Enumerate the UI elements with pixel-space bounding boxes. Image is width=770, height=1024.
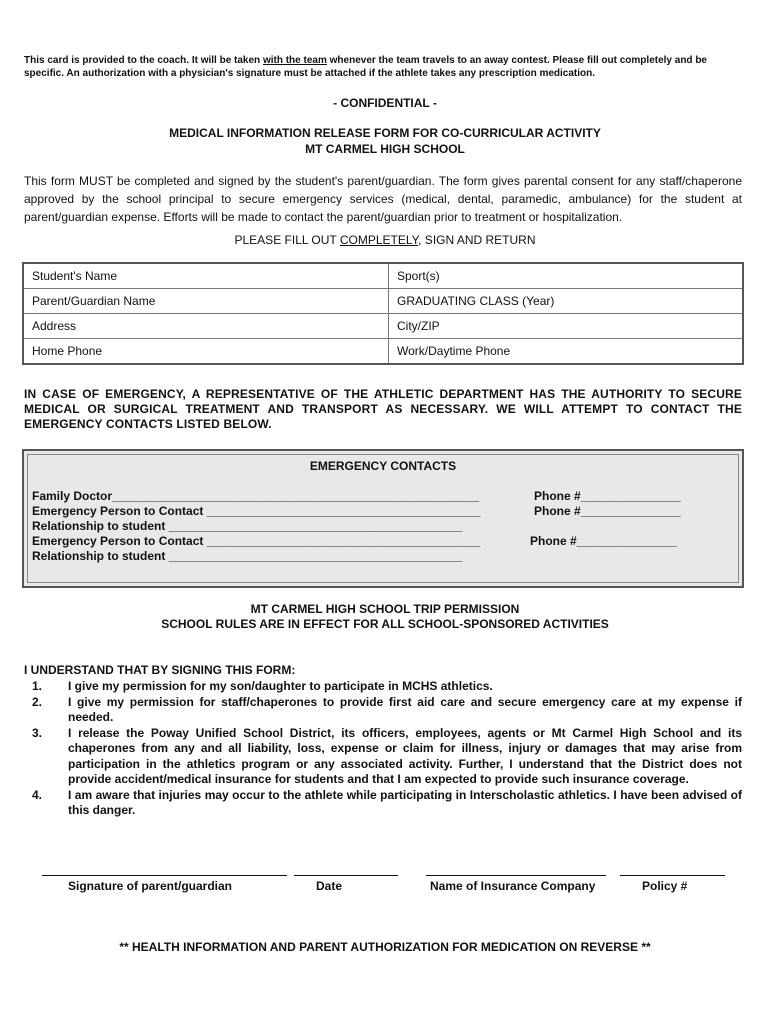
graduating-class-field[interactable]: GRADUATING CLASS (Year) [389, 289, 744, 314]
parent-name-field[interactable]: Parent/Guardian Name [23, 289, 389, 314]
emergency-contacts-box [22, 449, 744, 588]
doctor-phone-field[interactable]: Phone #_______________ [534, 489, 681, 503]
home-phone-field[interactable]: Home Phone [23, 339, 389, 365]
intro-paragraph: This form MUST be completed and signed by the student's parent/guardian. The form gives parental consent for any staff/chaperone approved by the school principal to secure emergency services (medical, dental, paramedic, ambulance) for the student at parent/guardian expense. Efforts will be made to contact the parent/guardian prior to treatment or hospitalization. [24, 174, 742, 224]
list-item: 4. I am aware that injuries may occur to the athlete while participating in Interscholastic athletics. I have been advised of this danger. [32, 787, 742, 817]
family-doctor-field[interactable]: Family Doctor_______________________________________________________ [32, 489, 480, 503]
reverse-side-footer: ** HEALTH INFORMATION AND PARENT AUTHORIZATION FOR MEDICATION ON REVERSE ** [119, 940, 651, 954]
fill-out-instruction: PLEASE FILL OUT COMPLETELY, SIGN AND RETURN [234, 233, 536, 247]
policy-number-label: Policy # [642, 879, 688, 893]
student-name-field[interactable]: Student's Name [23, 263, 389, 289]
confidential-heading: - CONFIDENTIAL - [333, 96, 437, 110]
work-phone-field[interactable]: Work/Daytime Phone [389, 339, 744, 365]
understand-heading: I UNDERSTAND THAT BY SIGNING THIS FORM: [24, 663, 296, 677]
insurance-company-line[interactable] [426, 875, 606, 877]
notice-underlined: with the team [262, 55, 327, 66]
notice-text-1: This card is provided to the coach. It will be taken [24, 55, 263, 66]
relationship-2-field[interactable]: Relationship to student ____________________________________________ [32, 549, 463, 563]
relationship-1-field[interactable]: Relationship to student ____________________________________________ [32, 519, 463, 533]
date-line[interactable] [294, 875, 398, 877]
sports-field[interactable]: Sport(s) [389, 263, 744, 289]
trip-permission-subtitle: SCHOOL RULES ARE IN EFFECT FOR ALL SCHOOL-SPONSORED ACTIVITIES [161, 617, 609, 631]
date-label: Date [316, 879, 343, 893]
emergency-contact-1-field[interactable]: Emergency Person to Contact _________________________________________ [32, 504, 481, 518]
emergency-contacts-title: EMERGENCY CONTACTS [309, 459, 457, 473]
policy-number-line[interactable] [620, 875, 725, 877]
parent-signature-label: Signature of parent/guardian [68, 879, 233, 893]
form-title: MEDICAL INFORMATION RELEASE FORM FOR CO-CURRICULAR ACTIVITY [169, 126, 601, 140]
terms-list [24, 679, 742, 819]
parent-signature-line[interactable] [42, 875, 287, 877]
emergency-contact-2-field[interactable]: Emergency Person to Contact _________________________________________ [32, 534, 481, 548]
list-item: 2. I give my permission for staff/chaperones to provide first aid care and secure emergency care at my expense if needed. [32, 694, 742, 724]
contact-1-phone-field[interactable]: Phone #_______________ [534, 504, 681, 518]
city-zip-field[interactable]: City/ZIP [389, 314, 744, 339]
address-field[interactable]: Address [23, 314, 389, 339]
trip-permission-title: MT CARMEL HIGH SCHOOL TRIP PERMISSION [250, 602, 520, 616]
student-info-table [22, 262, 744, 365]
list-item: 1. I give my permission for my son/daughter to participate in MCHS athletics. [32, 679, 493, 693]
coach-notice [24, 54, 746, 80]
school-name: MT CARMEL HIGH SCHOOL [305, 142, 465, 156]
contact-2-phone-field[interactable]: Phone #_______________ [530, 534, 677, 548]
list-item: 3. I release the Poway Unified School District, its officers, employees, agents or Mt Carmel High School and its chaperones from any and all liability, loss, expense or claim for illness, injury or damages that may arise from participation in the athletics program or any associated activity. Further, I understand that the District does not provide accident/medical insurance for students and that I am expected to provide such insurance coverage. [32, 725, 742, 786]
insurance-company-label: Name of Insurance Company [430, 879, 596, 893]
emergency-authority-statement: IN CASE OF EMERGENCY, A REPRESENTATIVE OF THE ATHLETIC DEPARTMENT HAS THE AUTHORITY TO SECURE MEDICAL OR SURGICAL TREATMENT AND TRANSPORT AS NECESSARY. WE WILL ATTEMPT TO CONTACT THE EMERGENCY CONTACTS LISTED BELOW. [24, 387, 742, 431]
notice-text-2: whenever the team travels to an away contest. Please fill out completely and be specific. An authorization with a physician's signature must be attached if the athlete takes any prescription medication. [24, 55, 707, 79]
